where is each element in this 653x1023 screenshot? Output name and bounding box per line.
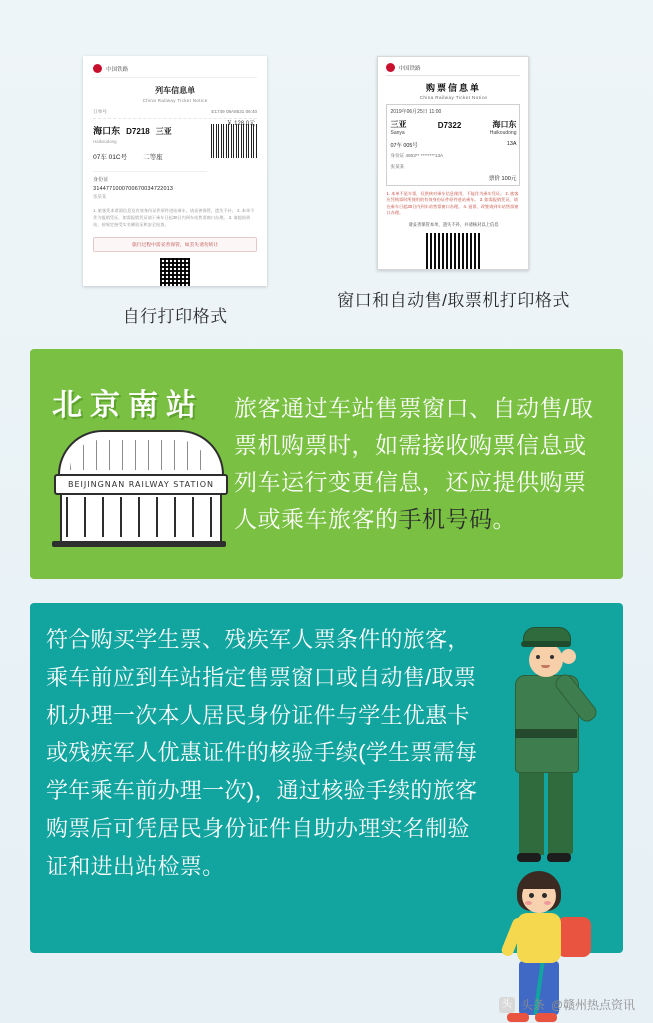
green-text-before: 旅客通过车站售票窗口、自动售/取票机购票时，如需接收购票信息或列车运行变更信息，还应提供购票人或乘车旅客的 <box>234 394 594 533</box>
ticket-from-station: 海口东 <box>93 126 121 136</box>
student-shoe-right <box>535 1013 557 1022</box>
ticket-price: ￥ 128.0元 <box>226 121 256 127</box>
ticket-order-label: 订单号 <box>93 109 107 114</box>
ticket-brand-row <box>93 64 257 78</box>
toutiao-logo-icon: 头 <box>499 997 515 1013</box>
ticket2-title: 购票信息单 <box>425 83 481 93</box>
footer-label: 头条 <box>520 998 545 1012</box>
student-bangs <box>520 875 558 889</box>
ticket2-station-row <box>390 119 516 130</box>
footer-watermark <box>499 996 635 1013</box>
green-text-after: 。 <box>492 506 516 533</box>
ticket2-name-line: 张某某 <box>390 163 405 169</box>
ticket-brand-label: 中国铁路 <box>106 66 129 73</box>
ticket2-train-number: D7322 <box>437 121 462 130</box>
student-eye-left <box>529 893 534 898</box>
qr-code-icon <box>426 233 480 270</box>
station-columns <box>66 497 212 537</box>
ticket-main-block <box>93 124 257 200</box>
ticket2-date: 2019年06月25日 11:00 <box>390 109 442 115</box>
ticket2-from-pinyin: Sanya <box>390 130 405 136</box>
station-name-en: BEIJINGNAN RAILWAY STATION <box>54 474 228 495</box>
ticket-warning: 旅行过程中需妥善保管，如丢失请勿转让 <box>93 237 257 252</box>
qr-code-icon <box>160 258 190 286</box>
ticket2-brand-label: 中国铁路 <box>398 65 421 72</box>
ticket-sample-right <box>337 56 570 327</box>
soldier-belt <box>515 729 577 738</box>
ticket2-red-notes: 1. 本单不是车票，仅供核对乘车信息使用，不能作为乘车凭证。 2. 旅客应凭购票时所使用的有效身份证件原件进站乘车。 3. 如需报销凭证，请在乘车日起30日内到车站售票窗口办理。 4. 退票、改签请到车站售票窗口办理。 <box>386 190 519 216</box>
ticket2-price: 票价 100元 <box>488 175 517 182</box>
ticket-notes: 1. 旅客凭本票面信息及有效身份证件原件进站乘车，请妥善保管，遗失不补。 2. 本单不作为报销凭证，如需报销凭证请于乘车日起30日内到车站售票窗口办理。 3. 请提前到站，按规定接受实名制验证和安全检查。 <box>93 208 255 227</box>
ticket-title: 列车信息单 <box>155 86 196 95</box>
station-base <box>52 541 226 547</box>
ticket2-to-pinyin: Haikoudong <box>489 130 517 136</box>
ticket-station-row <box>93 124 207 137</box>
ticket-order-value: E1749 08A8531 06:40 <box>211 109 258 114</box>
soldier-hand <box>561 649 576 664</box>
student-backpack <box>557 917 591 957</box>
ticket2-seat-row <box>390 141 516 149</box>
station-name-cn: 北京南站 <box>52 388 204 423</box>
ticket-subtitle: China Railway Ticket Notice <box>142 98 208 103</box>
student-cheek-right <box>544 901 551 905</box>
ticket-id-label: 身份证 <box>93 171 207 183</box>
ticket-from-pinyin: Haikoudong <box>93 139 117 144</box>
ticket2-seat-code: 13A <box>506 141 517 147</box>
soldier-face <box>529 643 563 677</box>
station-roof-lines <box>70 440 208 470</box>
ticket2-car-seat: 07车 005号 <box>390 143 418 149</box>
soldier-cap-brim <box>521 641 571 647</box>
ticket2-id-line: 身份证 4603** ********13A <box>390 153 444 158</box>
ticket-id-value: 3144771000700670034722013 <box>93 186 174 192</box>
railway-logo-icon <box>386 63 395 72</box>
ticket2-info-box <box>386 104 520 186</box>
ticket-barcode-wrap <box>211 124 257 200</box>
ticket2-brand-row <box>386 63 520 76</box>
ticket-train-number: D7218 <box>126 127 150 136</box>
student-shoe-left <box>507 1013 529 1022</box>
ticket-detail-left <box>93 124 207 200</box>
footer-source: @赣州热点资讯 <box>550 998 635 1012</box>
ticket2-to-station: 海口东 <box>492 120 517 129</box>
ticket2-date-row <box>390 108 516 115</box>
student-cheek-left <box>525 901 532 905</box>
people-illustration <box>491 621 607 931</box>
caption-window-print: 窗口和自动售/取票机打印格式 <box>337 291 570 310</box>
ticket-passenger-name: 张某某 <box>93 194 107 199</box>
student-eye-right <box>542 893 547 898</box>
self-print-ticket-card <box>83 56 267 286</box>
ticket-to-station: 三亚 <box>155 127 172 136</box>
ticket-seat-row <box>93 152 207 161</box>
ticket2-from-station: 三亚 <box>390 120 407 129</box>
soldier-eye-left <box>536 655 540 659</box>
ticket-car-seat: 07车 01C号 <box>93 154 128 161</box>
railway-logo-icon <box>93 64 102 73</box>
soldier-shoe-right <box>547 853 571 862</box>
ticket2-pinyin-row <box>390 130 516 136</box>
ticket-samples-row <box>0 0 653 327</box>
barcode-icon <box>211 124 257 158</box>
ticket-sample-left <box>83 56 267 327</box>
green-info-panel <box>30 349 623 579</box>
caption-self-print: 自行打印格式 <box>122 307 228 326</box>
ticket-seat-type: 二等座 <box>143 154 163 161</box>
green-text-highlight: 手机号码 <box>398 506 493 533</box>
ticket2-subtitle: China Railway Ticket Notice <box>419 95 488 100</box>
soldier-shoe-left <box>517 853 541 862</box>
soldier-eye-right <box>550 655 554 659</box>
teal-panel-text: 符合购买学生票、残疾军人票条件的旅客，乘车前应到车站指定售票窗口或自动售/取票机办理一次本人居民身份证件与学生优惠卡或残疾军人优惠证件的核验手续(学生票需每学年乘车前办理一次)，通过核验手续的旅客购票后可凭居民身份证件自助办理实名制验证和进出站检票。 <box>46 627 478 879</box>
beijing-south-station-illustration <box>44 374 234 554</box>
teal-info-panel <box>30 603 623 953</box>
soldier-leg-split <box>544 769 548 855</box>
ticket2-mid-note: 请妥善保管本单，遗失不补，并请核对以上信息 <box>408 221 499 227</box>
green-panel-text <box>234 390 609 539</box>
window-print-ticket-card <box>377 56 529 270</box>
